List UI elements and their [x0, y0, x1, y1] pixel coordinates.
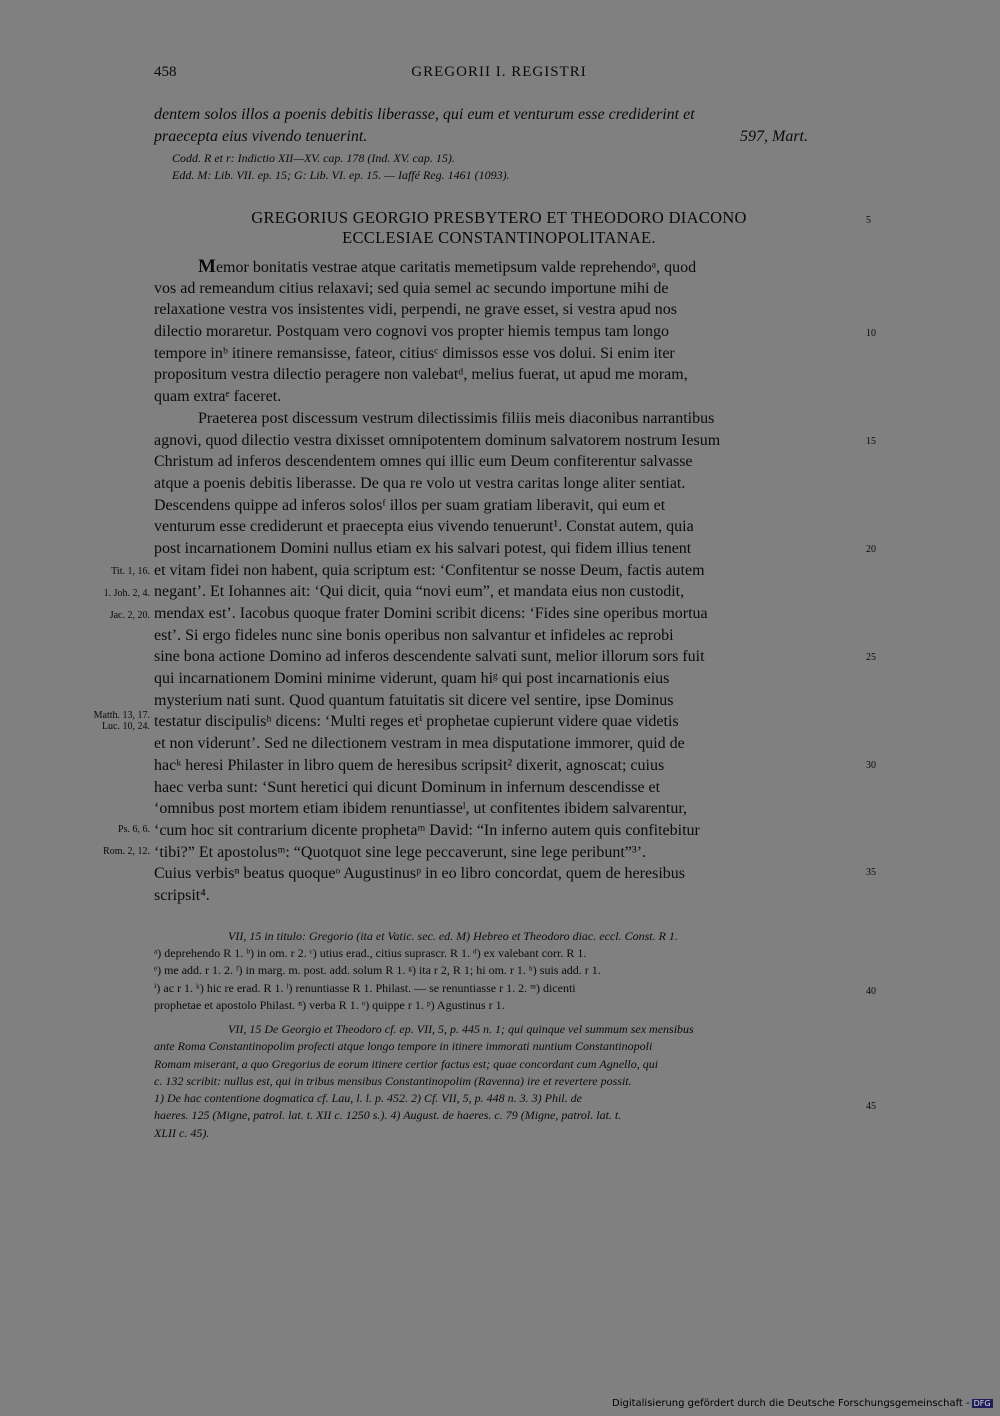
line-number: 25: [866, 652, 876, 663]
text-line: ‘omnibus post mortem etiam ibidem renuntiasseˡ, ut confitentes ibidem salvarentur,: [154, 800, 688, 818]
apparatus-line: VII, 15 in titulo: Gregorio (ita et Vatic. sec. ed. M) Hebreo et Theodoro diac. eccl. Const. R 1.: [228, 929, 678, 943]
continuation-text: [154, 104, 844, 148]
margin-reference: 1. Joh. 2, 4.: [103, 588, 150, 599]
note-line: VII, 15 De Georgio et Theodoro cf. ep. VII, 5, p. 445 n. 1; qui quinque vel summum sex mensibus: [228, 1022, 694, 1036]
apparatus-line: ᵃ) deprehendo R 1. ᵇ) in om. r 2. ᶜ) utius erad., citius suprascr. R 1. ᵈ) ex valebant corr. R 1.: [154, 946, 587, 961]
text-line: mendax est’. Iacobus quoque frater Domini scribit dicens: ‘Fides sine operibus mortua: [154, 605, 708, 622]
codices-line: Edd. M: Lib. VII. ep. 15; G: Lib. VI. ep. 15. — Iaffé Reg. 1461 (1093).: [172, 168, 510, 182]
text-line: dilectio moraretur. Postquam vero cognovi vos propter hiemis tempus tam longo: [154, 323, 670, 341]
drop-cap: M: [198, 256, 216, 277]
text-line: post incarnationem Domini nullus etiam ex his salvari potest, qui fidem illius tenent: [154, 539, 692, 557]
text-line: Praeterea post discessum vestrum dilectissimis filiis meis diaconibus narrantibus: [198, 409, 715, 427]
note-line: 1) De hac contentione dogmatica cf. Lau, l. l. p. 452. 2) Cf. VII, 5, p. 448 n. 3. 3) Phil. de: [154, 1091, 582, 1106]
text-line: ‘cum hoc sit contrarium dicente prophetaᵐ David: “In inferno autem quis confitebitur: [154, 821, 700, 839]
text-line: testatur discipulisʰ dicens: ‘Multi reges etⁱ prophetae cupierunt videre quae videtis: [154, 713, 679, 731]
line-number: 10: [866, 328, 876, 339]
text-line-content: praecepta eius vivendo tenuerint.: [154, 128, 368, 145]
codices-note: [172, 150, 844, 184]
text-line: haec verba sunt: ‘Sunt heretici qui dicunt Dominum in infernum descendisse et: [154, 778, 661, 796]
letter-date: 597, Mart.: [740, 128, 808, 145]
text-line: vos ad remeandum citius relaxavi; sed quia semel ac secundo importune mihi de: [154, 279, 669, 297]
apparatus-line: prophetae et apostolo Philast. ⁿ) verba R 1. ᵒ) quippe r 1. ᵖ) Agustinus r 1.: [154, 997, 505, 1012]
historical-notes: [154, 1021, 844, 1142]
line-number: 20: [866, 544, 876, 555]
text-line: negant’. Et Iohannes ait: ‘Qui dicit, quia “novi eum”, et mandata eius non custodit,: [154, 583, 685, 601]
title-line: GREGORIUS GEORGIO PRESBYTERO ET THEODORO DIACONO: [251, 208, 747, 227]
title-line: ECCLESIAE CONSTANTINOPOLITANAE.: [342, 228, 656, 247]
note-line: c. 132 scribit: nullus est, qui in tribus mensibus Constantinopolim (Ravenna) ire et revertere possit.: [154, 1073, 632, 1088]
footer-credit: [612, 1398, 993, 1409]
margin-reference: Rom. 2, 12.: [103, 846, 150, 857]
text-line: sine bona actione Domino ad inferos descendente salvati sunt, melior illorum sors fuit: [154, 648, 705, 666]
line-number: 35: [866, 867, 876, 878]
footer-text: Digitalisierung gefördert durch die Deutsche Forschungsgemeinschaft -: [612, 1398, 970, 1409]
text-line: hacᵏ heresi Philaster in libro quem de heresibus scripsit² dixerit, agnoscat; cuius: [154, 756, 665, 774]
note-line: Romam miserant, a quo Gregorius de eorum itinere certior factus est; quae concordant cum Agnello, qui: [154, 1056, 659, 1071]
text-line: et non viderunt’. Sed ne dilectionem vestram in mea disputatione immorer, quid de: [154, 735, 685, 753]
text-line: ‘tibi?” Et apostolusᵐ: “Quotquot sine lege peccaverunt, sine lege peribunt”³’.: [154, 843, 647, 861]
text-line-content: emor bonitatis vestrae atque caritatis memetipsum valde reprehendoᵃ, quod: [215, 259, 697, 276]
margin-reference: Luc. 10, 24.: [101, 721, 150, 732]
text-line: agnovi, quod dilectio vestra dixisset omnipotentem dominum salvatorem nostrum Iesum: [154, 431, 721, 449]
page-number: 458: [154, 64, 177, 80]
letter-title: [154, 208, 844, 248]
dfg-logo-icon: DFG: [973, 1398, 991, 1408]
running-head: GREGORII I. REGISTRI: [411, 64, 587, 80]
text-line: est’. Si ergo fideles nunc sine bonis operibus non salvantur et infideles ac reprobi: [154, 626, 674, 644]
apparatus-line: ᵉ) me add. r 1. 2. ᶠ) in marg. m. post. add. solum R 1. ᵍ) ita r 2, R 1; hi om. r 1. ʰ) suis add. r 1.: [154, 963, 601, 978]
text-line: propositum vestra dilectio peragere non valebatᵈ, melius fuerat, ut apud me moram,: [154, 366, 688, 384]
text-line: scripsit⁴.: [154, 886, 210, 904]
margin-reference: Tit. 1, 16.: [111, 566, 150, 577]
margin-reference: Matth. 13, 17.: [93, 710, 150, 721]
note-line: ante Roma Constantinopolim profecti atque longo tempore in itinere immorati nuntium Constantinopoli: [154, 1039, 653, 1054]
text-line: [154, 126, 844, 148]
line-number: 30: [866, 760, 876, 771]
apparatus-line: ⁱ) ac r 1. ᵏ) hic re erad. R 1. ˡ) renuntiasse R 1. Philast. — se renuntiasse r 1. 2. ᵐ) dicenti: [154, 980, 576, 995]
text-line: dentem solos illos a poenis debitis liberasse, qui eum et venturum esse crediderint et: [154, 106, 695, 123]
text-line: Cuius verbisⁿ beatus quoqueᵒ Augustinusᵖ in eo libro concordat, quem de heresibus: [154, 865, 685, 883]
text-line: tempore inᵇ itinere remansisse, fateor, citiusᶜ dimissos esse vos dolui. Si enim iter: [154, 344, 675, 362]
margin-reference: Jac. 2, 20.: [109, 610, 150, 621]
text-line: atque a poenis debitis liberasse. De qua re volo ut vestra caritas longe aliter sentiat.: [154, 474, 686, 492]
page-header: [154, 64, 844, 88]
text-line: mysterium nati sunt. Quod quantum fatuitatis sit dicere vel sentire, ipse Dominus: [154, 691, 674, 709]
letter-body: [154, 256, 844, 907]
note-line: XLII c. 45).: [154, 1125, 210, 1140]
text-line: [154, 256, 844, 278]
line-number: 15: [866, 436, 876, 447]
text-line: relaxatione vestra vos insistentes vidi, perpendi, ne grave esset, si vestra apud nos: [154, 301, 677, 319]
text-line: Descendens quippe ad inferos solosᶠ illos per suam gratiam liberavit, qui eum et: [154, 496, 666, 514]
text-line: et vitam fidei non habent, quia scriptum est: ‘Confitentur se nosse Deum, factis autem: [154, 561, 705, 579]
codices-line: Codd. R et r: Indictio XII—XV. cap. 178 (Ind. XV. cap. 15).: [172, 151, 455, 165]
text-line: quam extraᵉ faceret.: [154, 388, 282, 406]
note-line: haeres. 125 (Migne, patrol. lat. t. XII c. 1250 s.). 4) August. de haeres. c. 79 (Migne, patrol. lat. t.: [154, 1108, 622, 1123]
margin-reference: Ps. 6, 6.: [118, 824, 150, 835]
line-number: 45: [866, 1101, 876, 1112]
critical-apparatus: [154, 928, 844, 1014]
text-line: Christum ad inferos descendentem omnes qui illic eum Deum confiterentur salvasse: [154, 453, 693, 471]
text-line: venturum esse crediderunt et praecepta eius vivendo tenuerunt¹. Constat autem, quia: [154, 518, 694, 536]
line-number: 5: [866, 215, 871, 226]
text-line: qui incarnationem Domini minime viderunt, quam hiᵍ qui post incarnationis eius: [154, 670, 670, 688]
line-number: 40: [866, 986, 876, 997]
